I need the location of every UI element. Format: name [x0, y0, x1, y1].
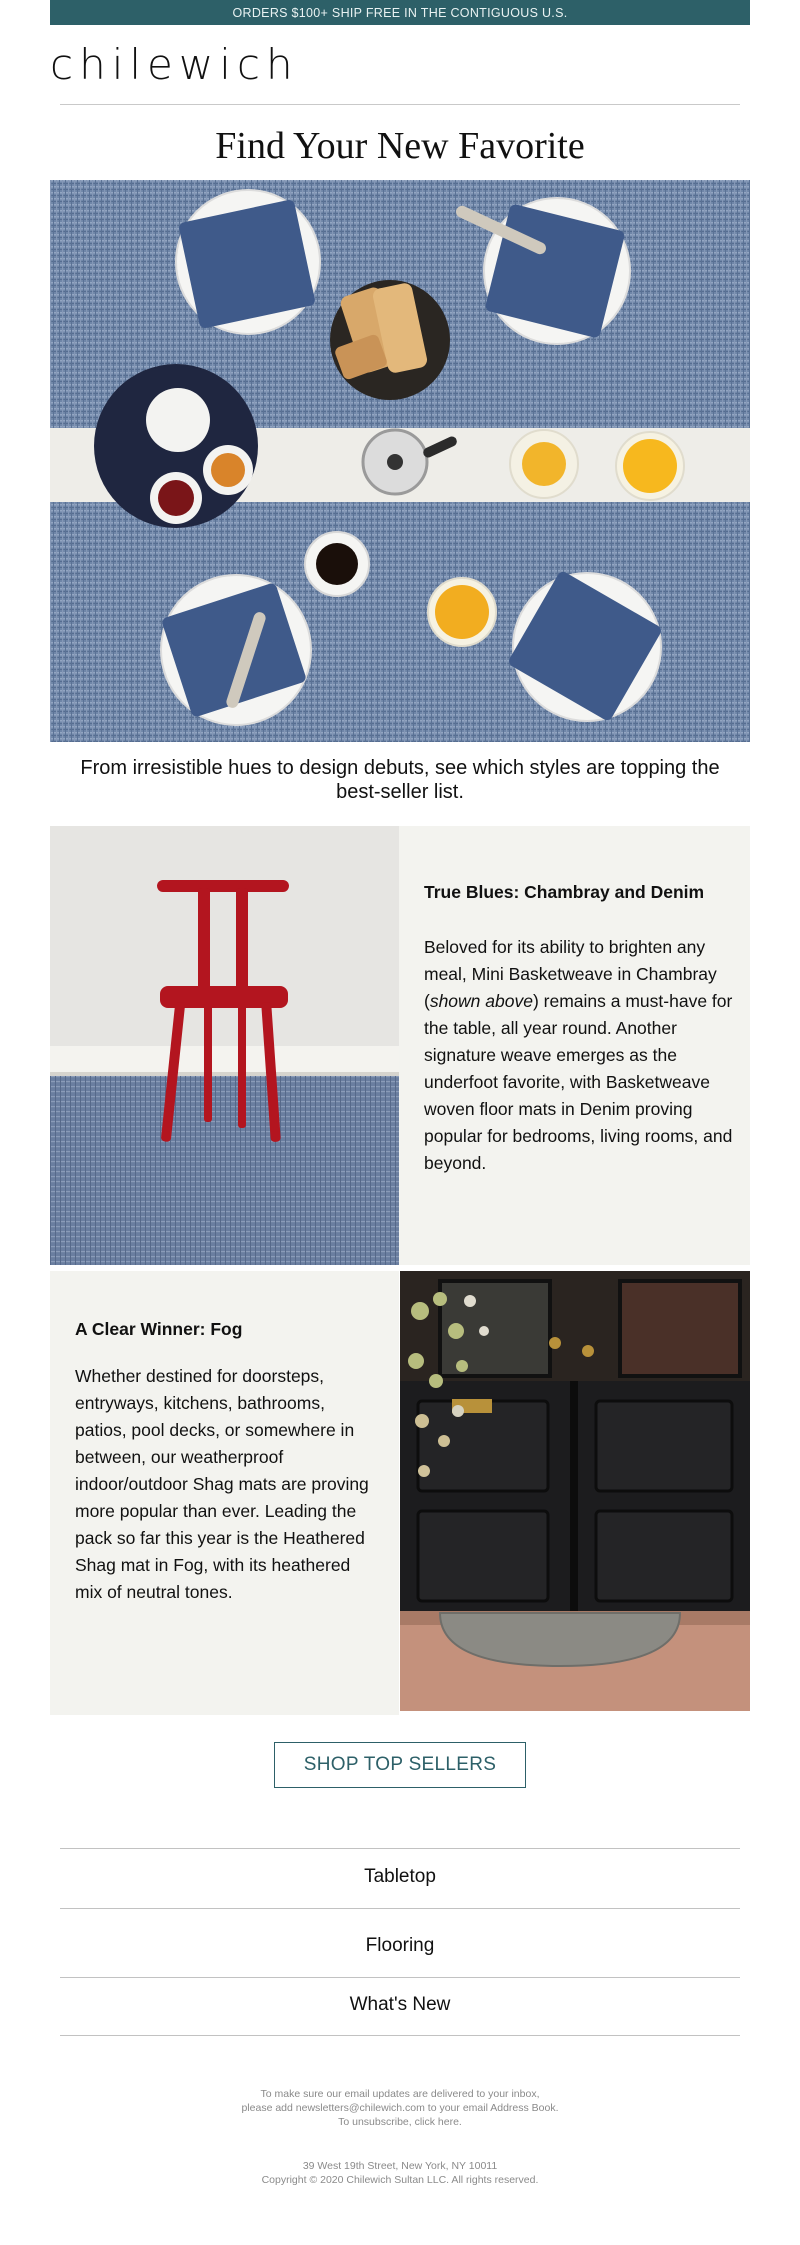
nav-link-flooring[interactable]: Flooring: [365, 1935, 435, 1956]
bread-bowl: [330, 280, 450, 400]
section-title: True Blues: Chambray and Denim: [424, 882, 705, 902]
section-body: Beloved for its ability to brighten any meal, Mini Basketweave in Chambray (shown above) remains a must-have for the table, all year round. Another signature weave emerges as the underfoot favorite, with Basketweave woven floor mats in Denim proving popular for bedrooms, living rooms, and beyond.: [424, 937, 733, 1173]
nav-divider: [60, 1908, 740, 1909]
section-chambray-denim: [399, 826, 750, 1265]
header-divider: [60, 104, 740, 105]
footer-copyright: Copyright © 2020 Chilewich Sultan LLC. All rights reserved.: [261, 2174, 539, 2186]
hero-image[interactable]: [50, 180, 750, 742]
nav-link-whats-new[interactable]: What's New: [349, 1994, 451, 2015]
plate-top-left: [176, 190, 320, 334]
intro-text: From irresistible hues to design debuts, see which styles are topping the best-seller list.: [80, 757, 720, 803]
unsubscribe-link[interactable]: To unsubscribe, click here.: [338, 2116, 462, 2128]
shipping-banner-text: ORDERS $100+ SHIP FREE IN THE CONTIGUOUS U.S.: [232, 5, 568, 20]
floor-mat-denim: [50, 1076, 399, 1265]
footer-legal: [150, 2159, 650, 2187]
nav-divider: [60, 1848, 740, 1849]
section-fog: [50, 1271, 399, 1715]
footer-address: 39 West 19th Street, New York, NY 10011: [302, 2160, 498, 2172]
section-title: A Clear Winner: Fog: [75, 1319, 243, 1339]
chair-image[interactable]: [50, 826, 399, 1265]
shop-top-sellers-button[interactable]: SHOP TOP SELLERS: [274, 1742, 526, 1788]
plate-bottom-left: [161, 575, 311, 725]
jam-platter: [94, 364, 258, 528]
section-body: Whether destined for doorsteps, entryways, kitchens, bathrooms, patios, pool decks, or somewhere in between, our weatherproof indoor/outdoor Shag mats are proving more popular than ever. Leading the pack so far this year is the Heathered Shag mat in Fog, with its heathered mix of neutral tones.: [75, 1366, 369, 1602]
coffee-cup: [305, 532, 369, 596]
nav-divider: [60, 1977, 740, 1978]
footer-notice: To make sure our email updates are delivered to your inbox, please add newsletters@chilewich.com to your email Address Book. To unsubscribe, click here.: [150, 2087, 650, 2129]
doorstep-image[interactable]: [400, 1271, 750, 1711]
page-title: Find Your New Favorite: [215, 125, 585, 167]
shipping-banner: [50, 0, 750, 25]
nav-link-tabletop[interactable]: Tabletop: [364, 1866, 436, 1887]
nav-divider: [60, 2035, 740, 2036]
brand-logo[interactable]: chilewich: [50, 40, 299, 89]
